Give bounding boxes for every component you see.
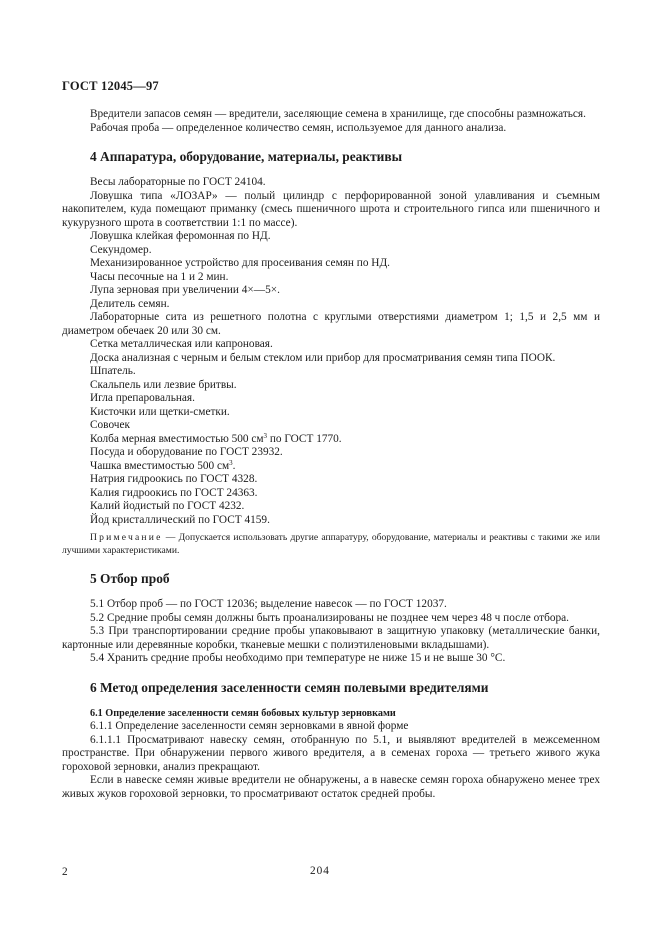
equipment-item: Шпатель. xyxy=(90,365,136,377)
collection-page-number: 204 xyxy=(310,865,330,877)
reagent-item: Йод кристаллический по ГОСТ 4159. xyxy=(90,513,270,526)
equipment-item: Часы песочные на 1 и 2 мин. xyxy=(90,270,229,283)
equipment-item-cup xyxy=(62,460,600,474)
section-6-paragraph: 6.1.1.1 Просматривают навеску семян, отобранную по 5.1, и выявляют вредителей в межсеменном пространстве. При обнаружении первого живого вредителя, а в семенах гороха — третьего живого жука гороховой зерновки, анализ прекращают. xyxy=(62,733,600,773)
page-number: 2 xyxy=(62,866,68,878)
equipment-item: Сетка металлическая или капроновая. xyxy=(90,338,273,350)
equipment-item: Секундомер. xyxy=(90,243,152,256)
cup-rest: . xyxy=(232,459,236,472)
flask-text: Колба мерная вместимостью 500 см xyxy=(90,432,264,445)
equipment-item: Скальпель или лезвие бритвы. xyxy=(90,378,237,391)
equipment-item: Доска анализная с черным и белым стеклом или прибор для просматривания семян типа ПООК. xyxy=(90,351,556,364)
section-4-note xyxy=(62,531,600,557)
reagent-item: Натрия гидроокись по ГОСТ 4328. xyxy=(90,473,258,485)
section-4-title: 4 Аппаратура, оборудование, материалы, реактивы xyxy=(90,149,403,164)
document-header: ГОСТ 12045—97 xyxy=(62,79,159,93)
equipment-item: Весы лабораторные по ГОСТ 24104. xyxy=(90,176,266,188)
equipment-item: Механизированное устройство для просеивания семян по НД. xyxy=(90,257,390,269)
flask-rest: по ГОСТ 1770. xyxy=(267,432,342,445)
equipment-item: Посуда и оборудование по ГОСТ 23932. xyxy=(90,446,283,458)
note-text: — Допускается использовать другие аппаратуру, оборудование, материалы и реактивы с такими же или лучшими характеристиками. xyxy=(62,532,600,556)
flask-sup: 3 xyxy=(263,431,268,440)
section-6-title: 6 Метод определения заселенности семян полевыми вредителями xyxy=(90,679,489,695)
equipment-item: Кисточки или щетки-сметки. xyxy=(90,405,230,418)
document-body xyxy=(62,108,600,801)
equipment-item: Совочек xyxy=(90,419,130,431)
equipment-item: Лабораторные сита из решетного полотна с круглыми отверстиями диаметром 1; 1,5 и 2,5 мм и диаметром обечаек 20 или 30 см. xyxy=(62,311,600,337)
section-5-paragraph: 5.1 Отбор проб — по ГОСТ 12036; выделение навесок — по ГОСТ 12037. xyxy=(90,598,447,610)
section-6-paragraph: 6.1.1 Определение заселенности семян зерновками в явной форме xyxy=(90,720,409,732)
section-5-paragraph: 5.3 При транспортировании средние пробы упаковывают в защитную упаковку (металлические банки, картонные или деревянные коробки, тканевые мешки с полиэтиленовыми вкладышами). xyxy=(62,625,600,651)
section-5-title: 5 Отбор проб xyxy=(90,571,170,586)
reagent-item: Калия гидроокись по ГОСТ 24363. xyxy=(90,486,258,499)
equipment-item: Ловушка типа «ЛОЗАР» — полый цилиндр с перфорированной зоной улавливания и съемным накопителем, куда помещают приманку (смесь пшеничного шрота и строительного гипса или пшеничного и кукурузного шрота в соответствии 1:1 по массе). xyxy=(62,189,600,229)
subsection-6-1-title: 6.1 Определение заселенности семян бобовых культур зерновками xyxy=(90,707,396,719)
cup-text: Чашка вместимостью 500 см xyxy=(90,459,230,472)
equipment-item: Игла препаровальная. xyxy=(90,392,195,404)
equipment-item: Ловушка клейкая феромонная по НД. xyxy=(90,230,271,242)
section-5-paragraph: 5.4 Хранить средние пробы необходимо при температуре не ниже 15 и не выше 30 °С. xyxy=(90,652,506,664)
equipment-item-flask xyxy=(62,433,600,447)
section-5-paragraph: 5.2 Средние пробы семян должны быть проанализированы не позднее чем через 48 ч после отбора. xyxy=(90,611,569,624)
note-label: Примечание xyxy=(90,532,163,543)
equipment-item: Лупа зерновая при увеличении 4×—5×. xyxy=(90,284,280,296)
definition-pests: Вредители запасов семян — вредители, заселяющие семена в хранилище, где способны размножаться. xyxy=(90,108,586,120)
section-6-paragraph: Если в навеске семян живые вредители не обнаружены, а в навеске семян гороха обнаружено менее трех живых жуков гороховой зерновки, то просматривают остаток средней пробы. xyxy=(62,774,600,800)
cup-sup: 3 xyxy=(229,458,233,467)
definition-working-sample: Рабочая проба — определенное количество семян, используемое для данного анализа. xyxy=(90,121,507,134)
equipment-item: Делитель семян. xyxy=(90,297,170,310)
reagent-item: Калий йодистый по ГОСТ 4232. xyxy=(90,500,245,512)
